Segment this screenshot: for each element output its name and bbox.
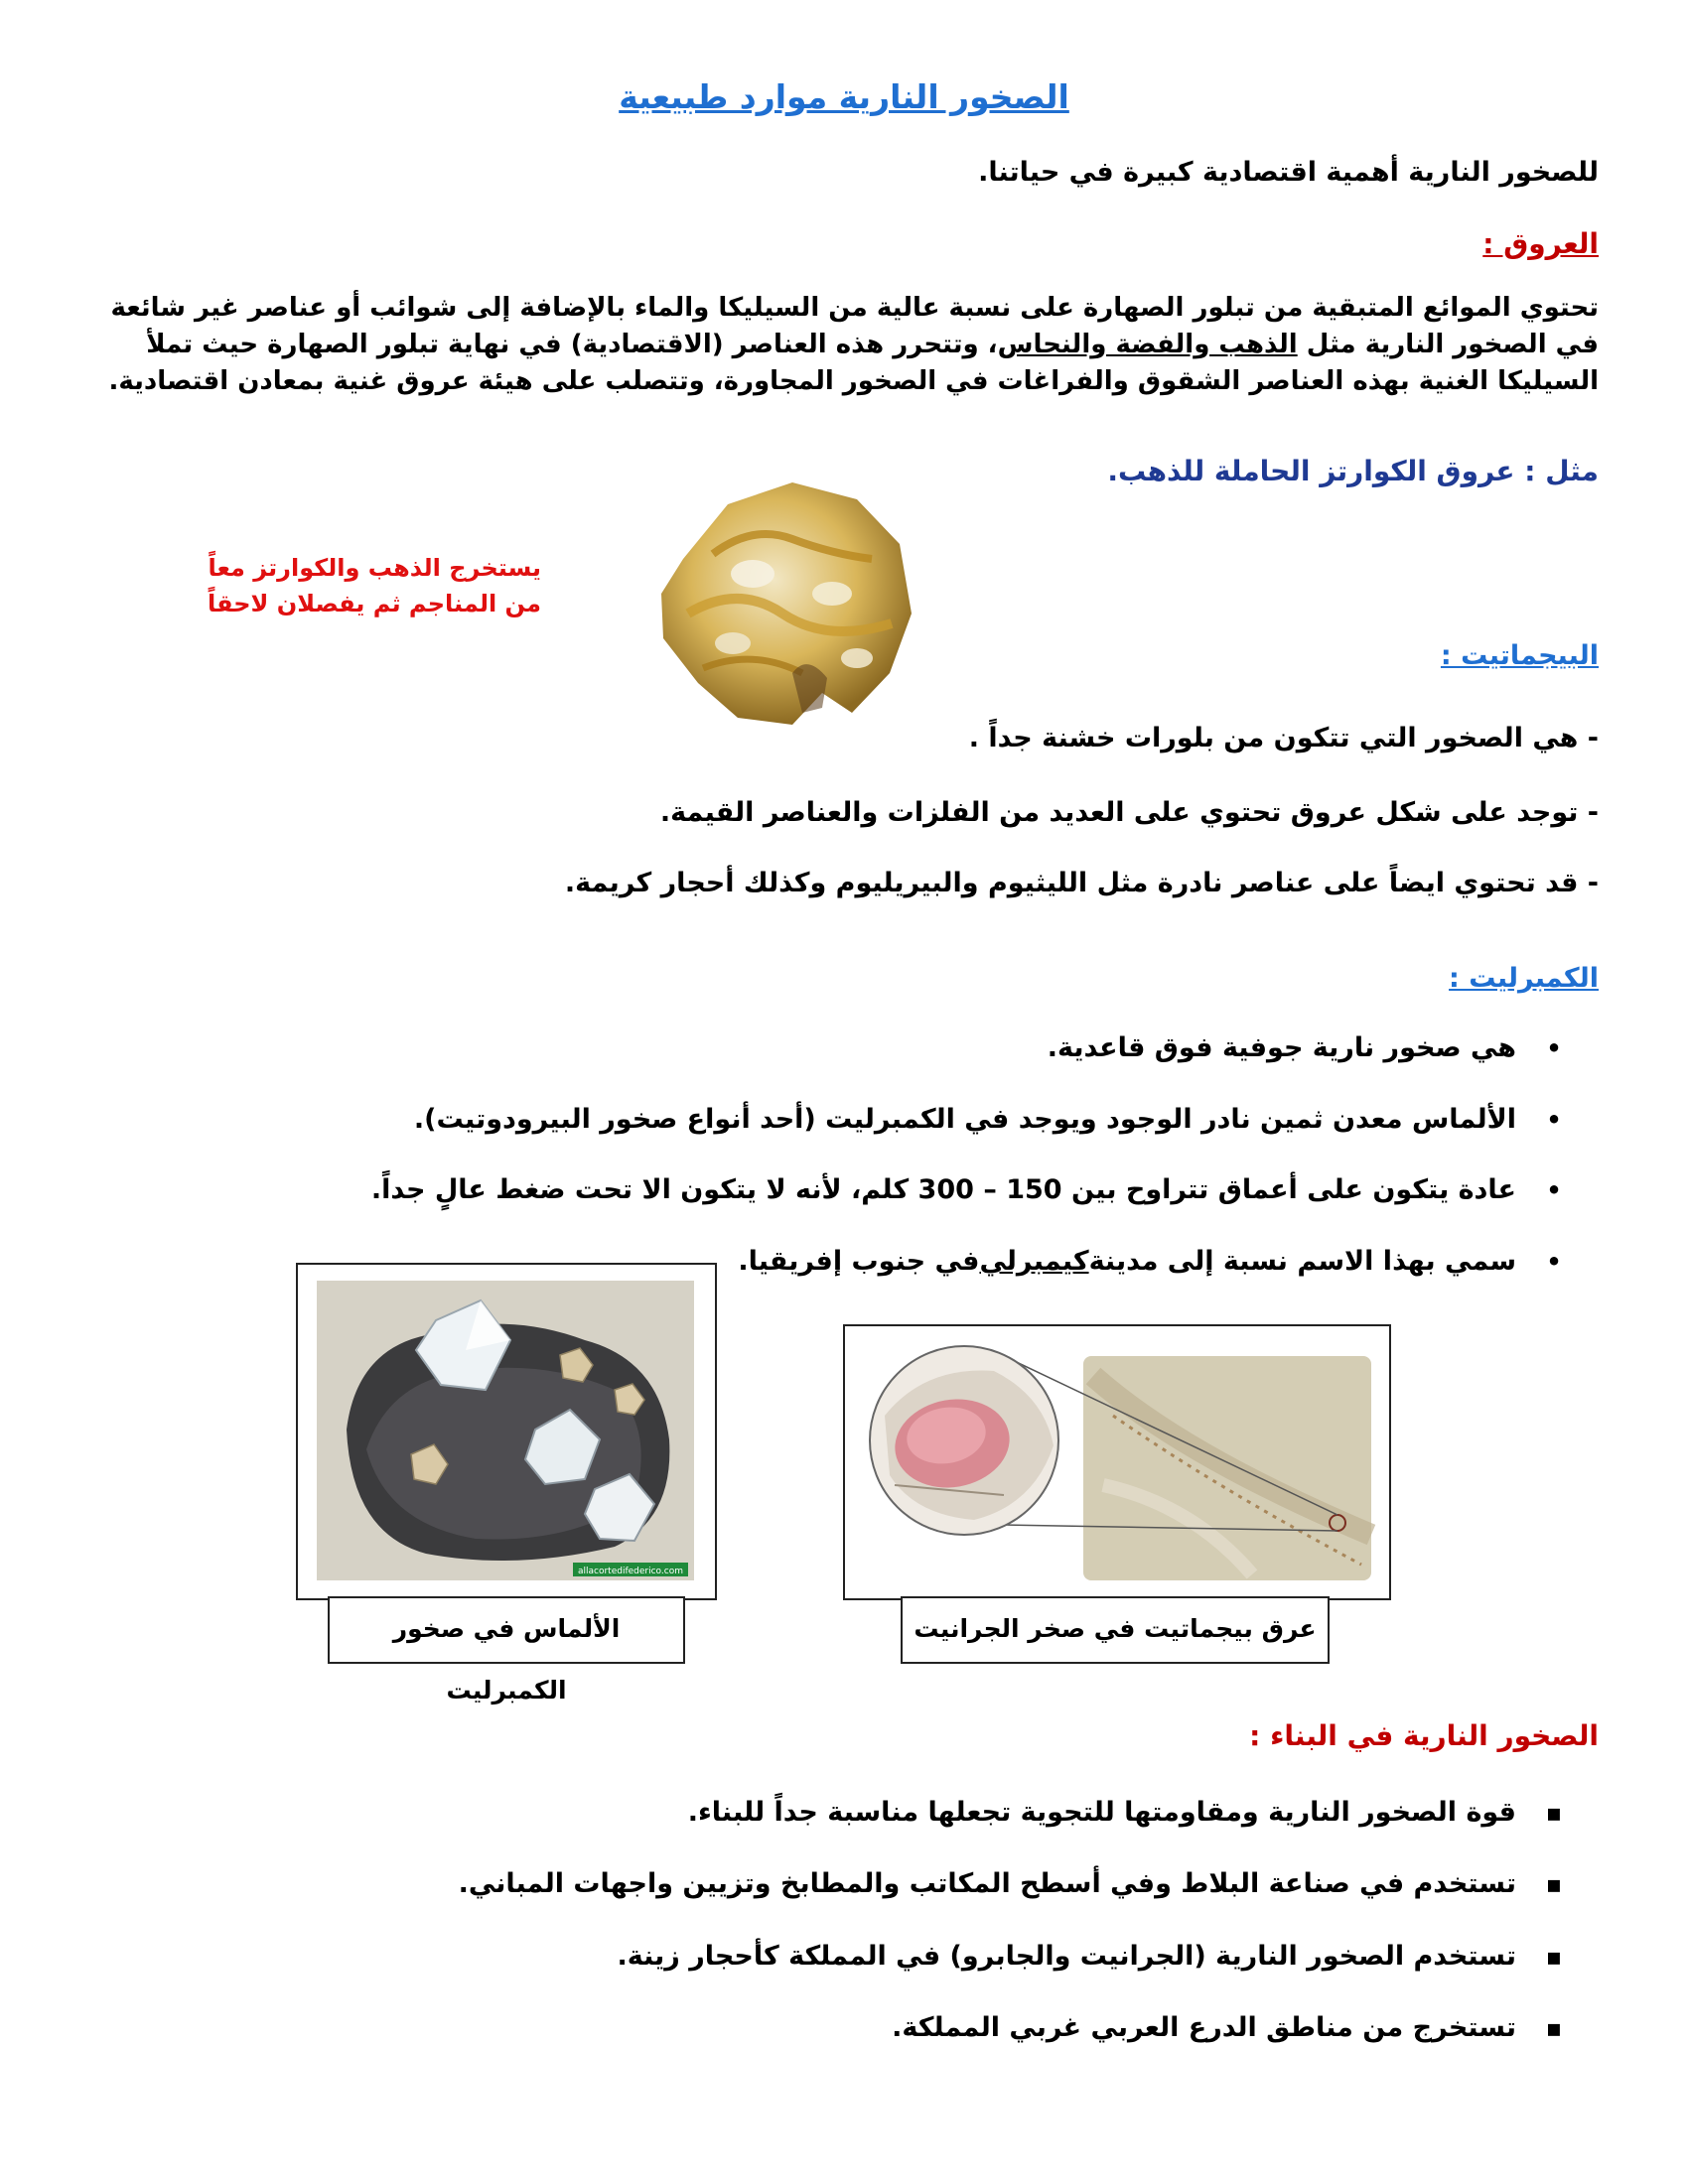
intro-text: للصخور النارية أهمية اقتصادية كبيرة في حياتنا. <box>978 157 1599 188</box>
square-bullet-icon: ▪ <box>1545 1869 1563 1898</box>
veins-paragraph <box>74 290 1599 400</box>
diamond-kimberlite-image <box>317 1281 694 1580</box>
kimberlite-item-4: • سمي بهذا الاسم نسبة إلى مدينة كيمبرلي في جنوب إفريقيا. <box>738 1246 1574 1277</box>
kimberlite-item-1: • هي صخور نارية جوفية فوق قاعدية. <box>1048 1032 1574 1063</box>
pegmatite-item-2: - توجد على شكل عروق تحتوي على العديد من الفلزات والعناصر القيمة. <box>659 797 1599 828</box>
veins-line-3: السيليكا الغنية بهذه العناصر الشقوق والفراغات في الصخور المجاورة، وتتصلب على هيئة عروق غنية بمعادن اقتصادية. <box>108 366 1599 396</box>
construction-heading: الصخور النارية في البناء : <box>1249 1719 1599 1752</box>
kimberlite-heading: الكمبرليت : <box>1449 963 1599 994</box>
bullet-icon: • <box>1546 1105 1562 1134</box>
construction-item-1: ▪ قوة الصخور النارية ومقاومتها للتجوية تجعلها مناسبة جداً للبناء. <box>688 1797 1574 1828</box>
square-bullet-icon: ▪ <box>1545 2013 1563 2042</box>
gold-quartz-note: يستخرج الذهب والكوارتز معاً من المناجم ثم يفصلان لاحقاً <box>207 554 541 617</box>
metals-underlined: الذهب والفضة والنحاس <box>997 330 1298 359</box>
pegmatite-photo-frame <box>843 1324 1391 1600</box>
veins-line-2: في الصخور النارية مثل الذهب والفضة والنحاس، وتتحرر هذه العناصر (الاقتصادية) في نهاية تبلور الصهارة حيث تملأ <box>146 330 1599 359</box>
square-bullet-icon: ▪ <box>1545 1942 1563 1971</box>
diamond-photo-frame <box>296 1263 717 1600</box>
bullet-icon: • <box>1546 1033 1562 1062</box>
pegmatite-item-1: - هي الصخور التي تتكون من بلورات خشنة جداً . <box>968 723 1599 753</box>
watermark-text: allacortedifederico.com <box>577 1567 684 1576</box>
bullet-icon: • <box>1546 1175 1562 1204</box>
pegmatite-item-3: - قد تحتوي ايضاً على عناصر نادرة مثل الليثيوم والبيريليوم وكذلك أحجار كريمة. <box>564 868 1599 898</box>
construction-item-3: ▪ تستخدم الصخور النارية (الجرانيت والجابرو) في المملكة كأحجار زينة. <box>618 1941 1575 1972</box>
caption-pegmatite: عرق بيجماتيت في صخر الجرانيت <box>901 1596 1330 1664</box>
veins-example: مثل : عروق الكوارتز الحاملة للذهب. <box>1107 455 1599 487</box>
bullet-icon: • <box>1546 1247 1562 1276</box>
veins-heading: العروق : <box>1482 227 1599 260</box>
veins-line-1: تحتوي الموائع المتبقية من تبلور الصهارة على نسبة عالية من السيليكا والماء بالإضافة إلى شوائب أو عناصر غير شائعة <box>110 293 1599 323</box>
construction-item-2: ▪ تستخدم في صناعة البلاط وفي أسطح المكاتب والمطابخ وتزيين واجهات المباني. <box>459 1868 1574 1899</box>
gold-quartz-image <box>643 465 919 735</box>
square-bullet-icon: ▪ <box>1545 1798 1563 1827</box>
page-title: الصخور النارية موارد طبيعية <box>619 77 1069 116</box>
construction-item-4: ▪ تستخرج من مناطق الدرع العربي غربي المملكة. <box>892 2012 1574 2043</box>
pegmatite-granite-image <box>855 1336 1379 1588</box>
kimberlite-item-3: • عادة يتكون على أعماق تتراوح بين 150 – 300 كلم، لأنه لا يتكون الا تحت ضغط عالٍ جداً. <box>371 1174 1574 1205</box>
caption-diamond: الألماس في صخور الكمبرليت <box>328 1596 685 1664</box>
kimberlite-item-2: • الألماس معدن ثمين نادر الوجود ويوجد في الكمبرليت (أحد أنواع صخور البيرودوتيت). <box>414 1104 1574 1135</box>
pegmatite-heading: البيجماتيت : <box>1440 640 1599 671</box>
